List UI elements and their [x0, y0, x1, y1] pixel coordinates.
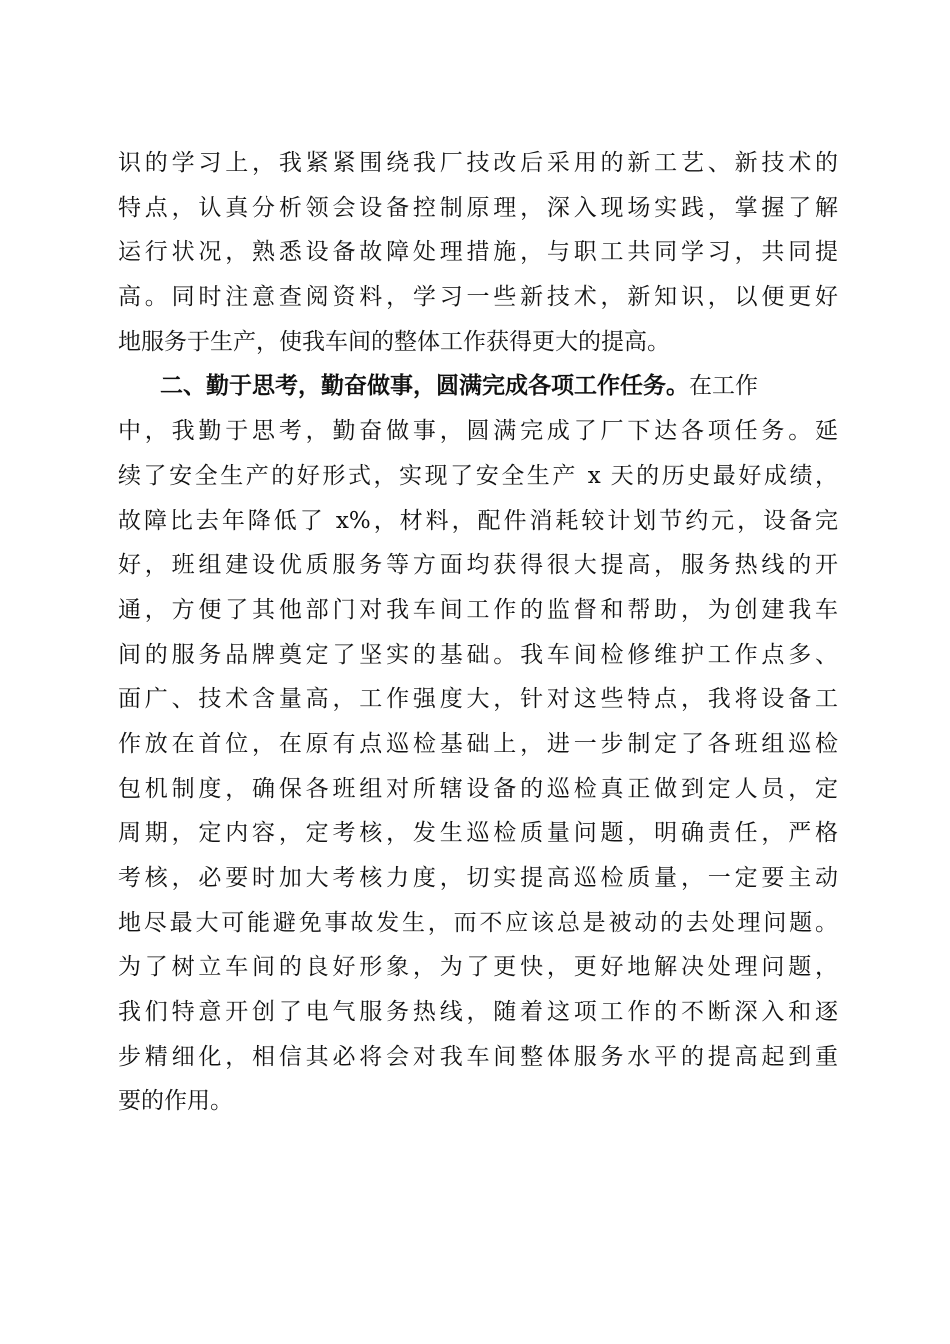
- text-line: 运行状况，熟悉设备故障处理措施，与职工共同学习，共同提: [118, 239, 838, 266]
- text-line: 我们特意开创了电气服务热线，随着这项工作的不断深入和逐: [118, 999, 838, 1026]
- text-line: 为了树立车间的良好形象，为了更快，更好地解决处理问题，: [118, 954, 838, 981]
- text-line: 地服务于生产，使我车间的整体工作获得更大的提高。: [118, 328, 670, 355]
- text-line: 步精细化，相信其必将会对我车间整体服务水平的提高起到重: [118, 1043, 838, 1070]
- text-line: 好，班组建设优质服务等方面均获得很大提高，服务热线的开: [118, 552, 838, 579]
- text-line: 考核，必要时加大考核力度，切实提高巡检质量，一定要主动: [118, 865, 838, 891]
- section-heading: 二、勤于思考，勤奋做事，圆满完成各项工作任务。: [160, 373, 689, 400]
- text-line: 包机制度，确保各班组对所辖设备的巡检真正做到定人员，定: [118, 775, 838, 802]
- text-line: 通，方便了其他部门对我车间工作的监督和帮助，为创建我车: [118, 596, 838, 623]
- text-line: 故障比去年降低了 x%，材料，配件消耗较计划节约元，设备完: [118, 507, 838, 534]
- text-line: 面广、技术含量高，工作强度大，针对这些特点，我将设备工: [118, 686, 838, 713]
- text-line: 中，我勤于思考，勤奋做事，圆满完成了厂下达各项任务。延: [118, 418, 838, 445]
- text-line: 识的学习上，我紧紧围绕我厂技改后采用的新工艺、新技术的: [118, 150, 838, 176]
- body-text: [118, 141, 838, 1124]
- text-line: 周期，定内容，定考核，发生巡检质量问题，明确责任，严格: [118, 820, 838, 847]
- text-line: 高。同时注意查阅资料，学习一些新技术，新知识，以便更好: [118, 284, 838, 311]
- section-heading-line: [118, 364, 838, 409]
- text-line: 地尽最大可能避免事故发生，而不应该总是被动的去处理问题。: [118, 909, 838, 936]
- text-line: 要的作用。: [118, 1088, 233, 1115]
- section-lead-text: 在工作: [689, 373, 758, 400]
- text-line: 作放在首位，在原有点巡检基础上，进一步制定了各班组巡检: [118, 730, 838, 757]
- text-line: 间的服务品牌奠定了坚实的基础。我车间检修维护工作点多、: [118, 641, 838, 668]
- text-line: 特点，认真分析领会设备控制原理，深入现场实践，掌握了解: [118, 194, 838, 221]
- text-line: 续了安全生产的好形式，实现了安全生产 x 天的历史最好成绩，: [118, 462, 838, 489]
